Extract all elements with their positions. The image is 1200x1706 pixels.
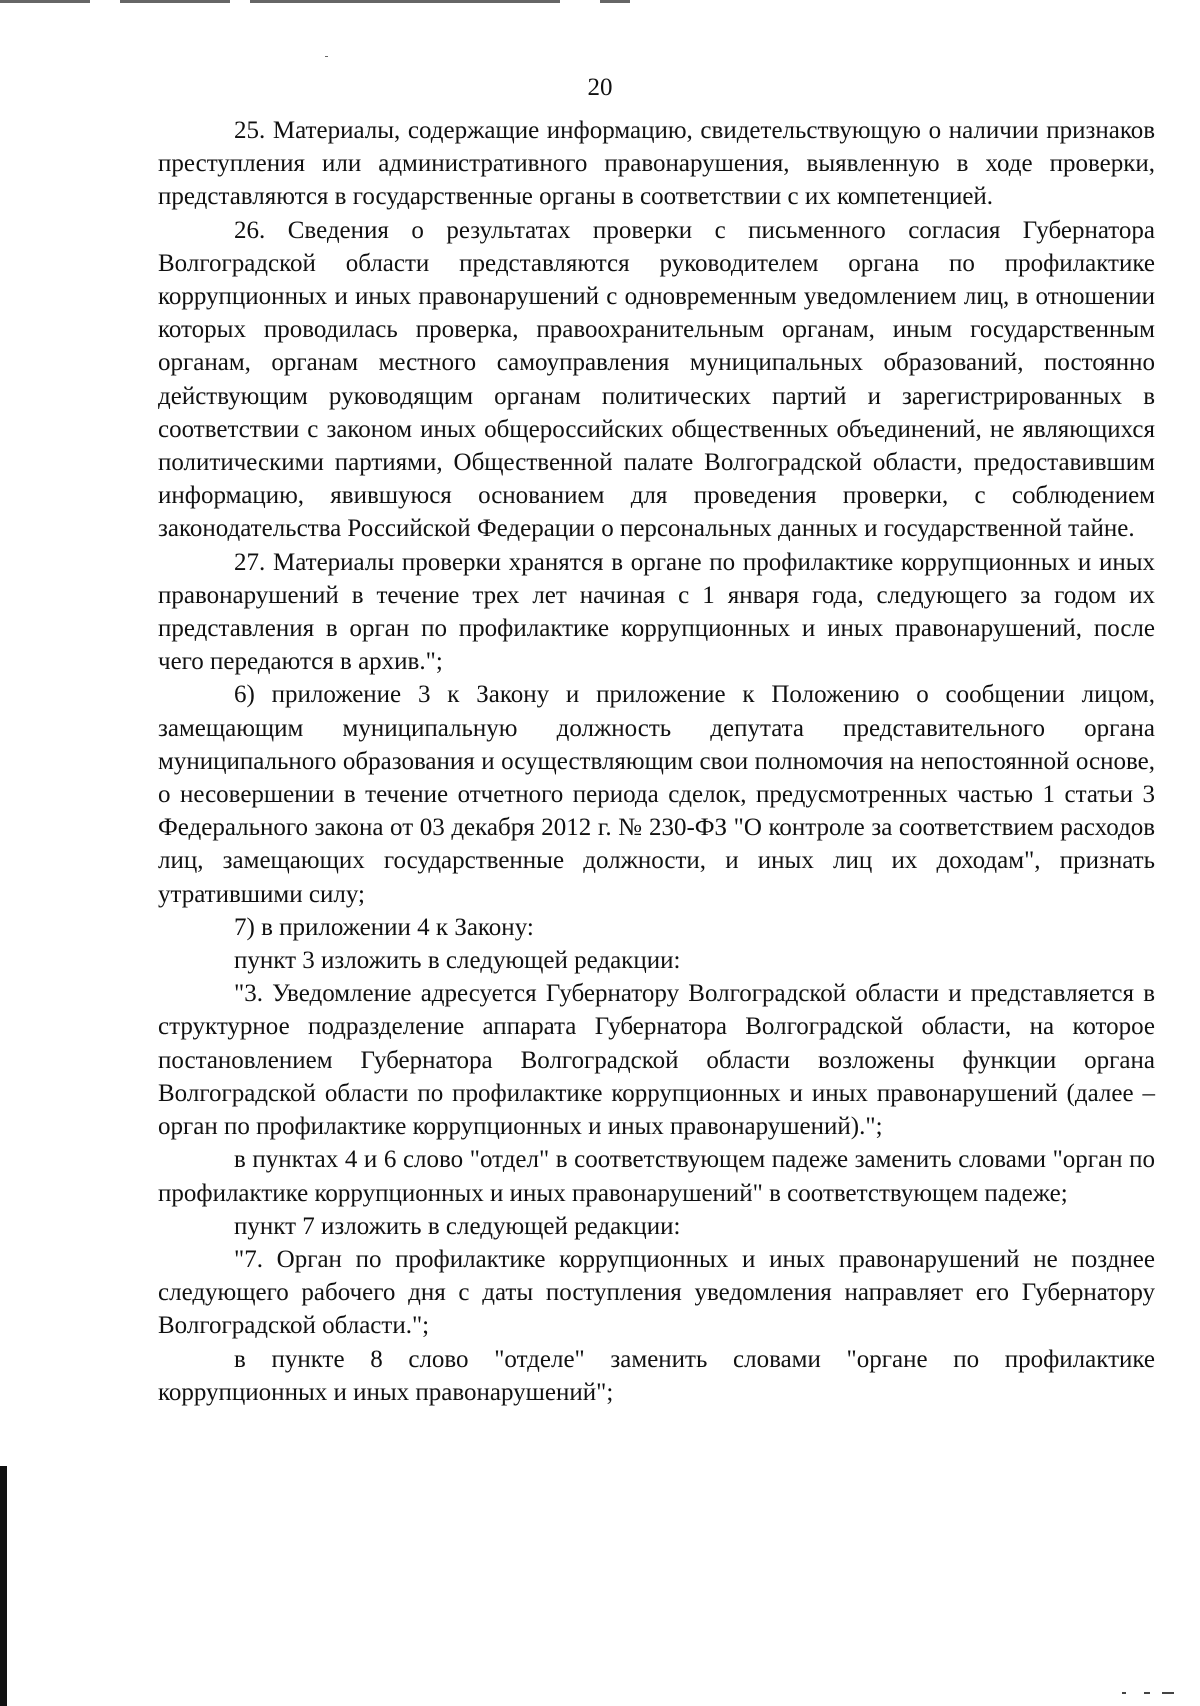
paragraph-point-3-intro: пункт 3 изложить в следующей редакции: bbox=[234, 947, 681, 975]
paragraph-item-7: 7) в приложении 4 к Закону: bbox=[234, 913, 534, 941]
scan-edge-mark bbox=[0, 1466, 7, 1706]
paragraph-point-7-intro: пункт 7 изложить в следующей редакции: bbox=[234, 1212, 681, 1240]
scan-speck bbox=[1122, 1692, 1182, 1694]
paragraph-item-6: 6) приложение 3 к Закону и приложение к Положению о сообщении лицом, замещающим муниципальную должность депутата представительного органа муниципального образования и осуществляющим свои полномочия на непостоянной основе, о несовершении в течение отчетного периода сделок, предусмотренных частью 1 статьи 3 Федерального закона от 03 декабря 2012 г. № 230-ФЗ "О контроле за соответствием расходов лиц, замещающих государственные должности, и иных лиц их доходам", признать утратившими силу; bbox=[158, 681, 1155, 908]
scan-edge-mark bbox=[0, 0, 630, 3]
document-body bbox=[158, 114, 1155, 1409]
paragraph-25: 25. Материалы, содержащие информацию, свидетельствующую о наличии признаков преступления или административного правонарушения, выявленную в ходе проверки, представляются в государственные органы в соответствии с их компетенцией. bbox=[158, 117, 1155, 211]
paragraph-27: 27. Материалы проверки хранятся в органе по профилактике коррупционных и иных правонарушений в течение трех лет начиная с 1 января года, следующего за годом их представления в орган по профилактике коррупционных и иных правонарушений, после чего передаются в архив."; bbox=[158, 548, 1155, 676]
page-number: 20 bbox=[587, 74, 613, 101]
scan-speck bbox=[325, 56, 328, 57]
paragraph-26: 26. Сведения о результатах проверки с письменного согласия Губернатора Волгоградской области представляются руководителем органа по профилактике коррупционных и иных правонарушений с одновременным уведомлением лиц, в отношении которых проводилась проверка, правоохранительным органам, иным государственным органам, органам местного самоуправления муниципальных образований, постоянно действующим руководящим органам политических партий и зарегистрированных в соответствии с законом иных общероссийских общественных объединений, не являющихся политическими партиями, Общественной палате Волгоградской области, предоставившим информацию, явившуюся основанием для проведения проверки, с соблюдением законодательства Российской Федерации о персональных данных и государственной тайне. bbox=[158, 216, 1155, 543]
paragraph-point-7-text: "7. Орган по профилактике коррупционных и иных правонарушений не позднее следующего рабочего дня с даты поступления уведомления направляет его Губернатору Волгоградской области."; bbox=[158, 1245, 1155, 1340]
paragraph-points-4-6: в пунктах 4 и 6 слово "отдел" в соответствующем падеже заменить словами "орган по профилактике коррупционных и иных правонарушений" в соответствующем падеже; bbox=[158, 1146, 1155, 1207]
paragraph-point-3-text: "3. Уведомление адресуется Губернатору Волгоградской области и представляется в структурное подразделение аппарата Губернатора Волгоградской области, на которое постановлением Губернатора Волгоградской области возложены функции органа Волгоградской области по профилактике коррупционных и иных правонарушений (далее – орган по профилактике коррупционных и иных правонарушений)."; bbox=[158, 980, 1155, 1141]
paragraph-point-8: в пункте 8 слово "отделе" заменить словами "органе по профилактике коррупционных и иных правонарушений"; bbox=[158, 1345, 1155, 1406]
